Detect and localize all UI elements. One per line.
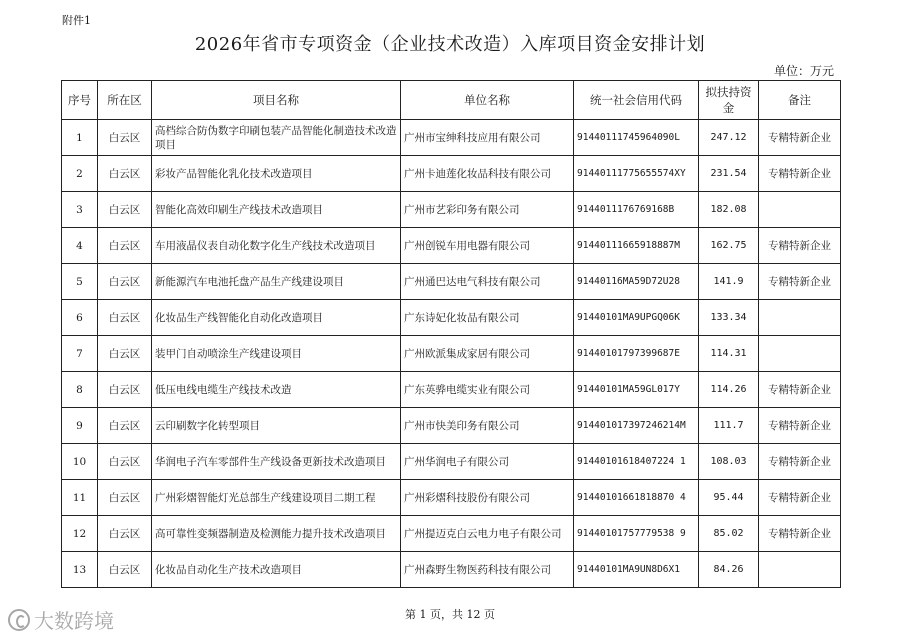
row-company-name: 广州通巴达电气科技有限公司 [401, 264, 574, 300]
row-amount: 247.12 [699, 120, 759, 156]
table-row [62, 444, 841, 480]
page-footer: 第 1 页，共 12 页 [405, 608, 495, 621]
table-row [62, 264, 841, 300]
table-row [62, 336, 841, 372]
col-header-note: 备注 [759, 81, 841, 120]
row-district: 白云区 [98, 120, 152, 156]
row-number: 3 [62, 192, 98, 228]
row-number: 8 [62, 372, 98, 408]
row-number: 11 [62, 480, 98, 516]
row-credit-code: 91440116MA59D72U28 [574, 264, 699, 300]
watermark-text: 大数跨境 [34, 609, 114, 633]
row-district: 白云区 [98, 228, 152, 264]
row-company-name: 广州提迈克白云电力电子有限公司 [401, 516, 574, 552]
row-credit-code: 91440111665918887M [574, 228, 699, 264]
row-amount: 141.9 [699, 264, 759, 300]
row-note: 专精特新企业 [759, 264, 841, 300]
row-project-name: 云印刷数字化转型项目 [152, 408, 401, 444]
row-company-name: 广东英骅电缆实业有限公司 [401, 372, 574, 408]
row-project-name: 华润电子汽车零部件生产线设备更新技术改造项目 [152, 444, 401, 480]
row-project-name: 化妆品生产线智能化自动化改造项目 [152, 300, 401, 336]
row-project-name: 化妆品自动化生产技术改造项目 [152, 552, 401, 588]
row-number: 10 [62, 444, 98, 480]
row-district: 白云区 [98, 444, 152, 480]
row-company-name: 广东诗妃化妆品有限公司 [401, 300, 574, 336]
row-note [759, 336, 841, 372]
row-number: 12 [62, 516, 98, 552]
row-company-name: 广州欧派集成家居有限公司 [401, 336, 574, 372]
watermark [8, 605, 114, 634]
row-company-name: 广州华润电子有限公司 [401, 444, 574, 480]
table-row [62, 480, 841, 516]
table-row [62, 300, 841, 336]
row-amount: 114.26 [699, 372, 759, 408]
table-row [62, 552, 841, 588]
row-note: 专精特新企业 [759, 408, 841, 444]
table-header-row [62, 81, 841, 120]
row-number: 13 [62, 552, 98, 588]
row-credit-code: 9144011176769168B [574, 192, 699, 228]
row-note: 专精特新企业 [759, 516, 841, 552]
row-credit-code: 91440101MA59GL017Y [574, 372, 699, 408]
row-credit-code: 91440101MA9UPGQ06K [574, 300, 699, 336]
attachment-label: 附件1 [62, 14, 91, 27]
col-header-amount: 拟扶持资金 [699, 81, 759, 120]
row-note: 专精特新企业 [759, 120, 841, 156]
row-number: 9 [62, 408, 98, 444]
row-project-name: 广州彩熠智能灯光总部生产线建设项目二期工程 [152, 480, 401, 516]
row-project-name: 装甲门自动喷涂生产线建设项目 [152, 336, 401, 372]
col-header-company: 单位名称 [401, 81, 574, 120]
row-note [759, 300, 841, 336]
row-credit-code: 91440101618407224 1 [574, 444, 699, 480]
row-number: 7 [62, 336, 98, 372]
row-project-name: 高可靠性变频器制造及检测能力提升技术改造项目 [152, 516, 401, 552]
row-project-name: 新能源汽车电池托盘产品生产线建设项目 [152, 264, 401, 300]
col-header-district: 所在区 [98, 81, 152, 120]
row-company-name: 广州市宝绅科技应用有限公司 [401, 120, 574, 156]
watermark-logo-icon [8, 609, 30, 631]
row-project-name: 智能化高效印刷生产线技术改造项目 [152, 192, 401, 228]
row-amount: 85.02 [699, 516, 759, 552]
row-project-name: 高档综合防伪数字印刷包装产品智能化制造技术改造项目 [152, 120, 401, 156]
row-credit-code: 91440101757779538 9 [574, 516, 699, 552]
row-note: 专精特新企业 [759, 156, 841, 192]
row-number: 5 [62, 264, 98, 300]
row-credit-code: 91440111775655574XY [574, 156, 699, 192]
row-credit-code: 91440101MA9UN8D6X1 [574, 552, 699, 588]
row-amount: 182.08 [699, 192, 759, 228]
project-table [61, 80, 841, 588]
row-number: 6 [62, 300, 98, 336]
row-amount: 108.03 [699, 444, 759, 480]
row-district: 白云区 [98, 336, 152, 372]
row-company-name: 广州卡迪莲化妆品科技有限公司 [401, 156, 574, 192]
row-project-name: 车用液晶仪表自动化数字化生产线技术改造项目 [152, 228, 401, 264]
row-amount: 114.31 [699, 336, 759, 372]
col-header-project: 项目名称 [152, 81, 401, 120]
row-credit-code: 914401017397246214M [574, 408, 699, 444]
row-note [759, 192, 841, 228]
row-company-name: 广州森野生物医药科技有限公司 [401, 552, 574, 588]
row-district: 白云区 [98, 264, 152, 300]
row-number: 1 [62, 120, 98, 156]
row-district: 白云区 [98, 372, 152, 408]
row-district: 白云区 [98, 156, 152, 192]
table-row [62, 372, 841, 408]
row-district: 白云区 [98, 516, 152, 552]
row-credit-code: 91440101661818870 4 [574, 480, 699, 516]
table-row [62, 120, 841, 156]
table-row [62, 516, 841, 552]
row-note [759, 552, 841, 588]
row-note: 专精特新企业 [759, 480, 841, 516]
row-company-name: 广州创锐车用电器有限公司 [401, 228, 574, 264]
row-amount: 84.26 [699, 552, 759, 588]
table-row [62, 156, 841, 192]
row-amount: 95.44 [699, 480, 759, 516]
col-header-credit-code: 统一社会信用代码 [574, 81, 699, 120]
row-district: 白云区 [98, 408, 152, 444]
row-amount: 133.34 [699, 300, 759, 336]
row-company-name: 广州市快美印务有限公司 [401, 408, 574, 444]
row-note: 专精特新企业 [759, 372, 841, 408]
row-district: 白云区 [98, 192, 152, 228]
row-district: 白云区 [98, 552, 152, 588]
row-number: 4 [62, 228, 98, 264]
row-credit-code: 91440111745964090L [574, 120, 699, 156]
table-row [62, 192, 841, 228]
row-credit-code: 91440101797399687E [574, 336, 699, 372]
row-company-name: 广州彩熠科技股份有限公司 [401, 480, 574, 516]
row-district: 白云区 [98, 480, 152, 516]
row-project-name: 彩妆产品智能化乳化技术改造项目 [152, 156, 401, 192]
row-project-name: 低压电线电缆生产线技术改造 [152, 372, 401, 408]
table-row [62, 228, 841, 264]
row-number: 2 [62, 156, 98, 192]
row-note: 专精特新企业 [759, 444, 841, 480]
unit-label: 单位：万元 [773, 64, 834, 78]
table-row [62, 408, 841, 444]
col-header-no: 序号 [62, 81, 98, 120]
row-amount: 231.54 [699, 156, 759, 192]
row-district: 白云区 [98, 300, 152, 336]
row-amount: 162.75 [699, 228, 759, 264]
row-company-name: 广州市艺彩印务有限公司 [401, 192, 574, 228]
document-title: 2026年省市专项资金（企业技术改造）入库项目资金安排计划 [194, 34, 706, 55]
row-note: 专精特新企业 [759, 228, 841, 264]
row-amount: 111.7 [699, 408, 759, 444]
